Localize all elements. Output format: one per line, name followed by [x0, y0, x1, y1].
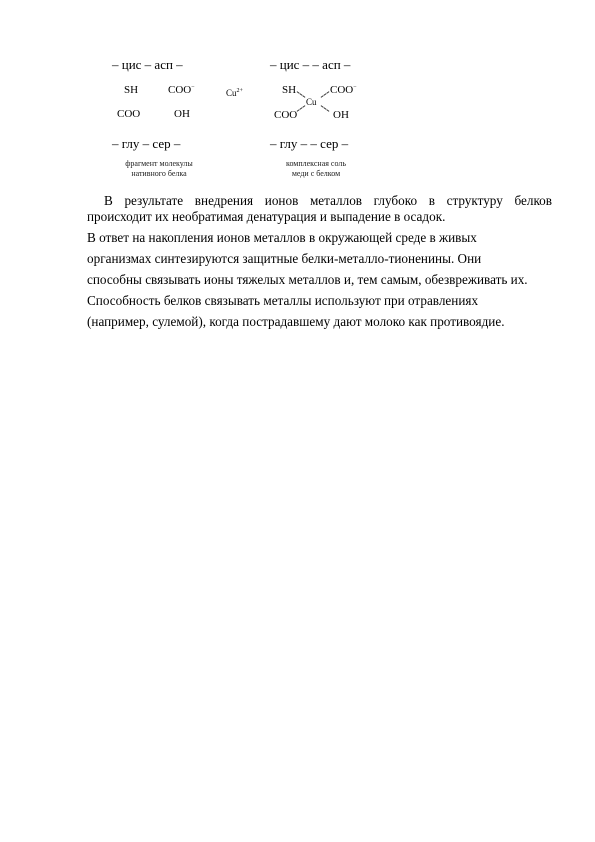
right-caption: комплексная соль меди с белком — [285, 159, 347, 178]
coordination-bond — [321, 91, 330, 98]
coordination-bond — [297, 105, 306, 112]
right-sh-group: SH — [282, 84, 297, 96]
right-carboxylate-group: COO− — [330, 84, 357, 96]
right-bottom-residues: – глу – – сер – — [270, 136, 349, 151]
left-sh-group: SH — [124, 84, 139, 96]
coordination-bond — [297, 91, 306, 98]
copper-ion: $Cu^{2+}$ — [226, 88, 243, 98]
left-bottom-residues: – глу – сер – — [112, 136, 181, 151]
text-line: Способность белков связывать металлы используют при отравлениях — [87, 293, 479, 308]
left-top-residues: – цис – асп – — [112, 57, 183, 72]
metallothionein-paragraph — [87, 227, 552, 332]
text-line: способны связывать ионы тяжелых металлов и, тем самым, обезвреживать их. — [87, 272, 528, 287]
coordination-bond — [321, 105, 330, 112]
right-oh-group: OH — [333, 109, 349, 121]
right-coo-group: COO — [274, 109, 298, 121]
text-line: (например, сулемой), когда пострадавшему дают молоко как противоядие. — [87, 314, 505, 329]
left-caption: фрагмент молекулы нативного белка — [125, 159, 193, 178]
left-carboxylate-group: COO− — [168, 84, 195, 96]
right-top-residues: – цис – – асп – — [270, 57, 351, 72]
left-coo-group: COO — [117, 108, 141, 120]
text-line: организмах синтезируются защитные белки-металло-тионенины. Они — [87, 251, 482, 266]
complex-copper-atom: Cu — [306, 97, 317, 107]
text-line: В ответ на накопления ионов металлов в окружающей среде в живых — [87, 230, 477, 245]
denaturation-paragraph: В результате внедрения ионов металлов глубоко в структуру белков происходит их необратимая денатурация и выпадение в осадок. — [87, 193, 552, 224]
left-oh-group: OH — [174, 108, 190, 120]
